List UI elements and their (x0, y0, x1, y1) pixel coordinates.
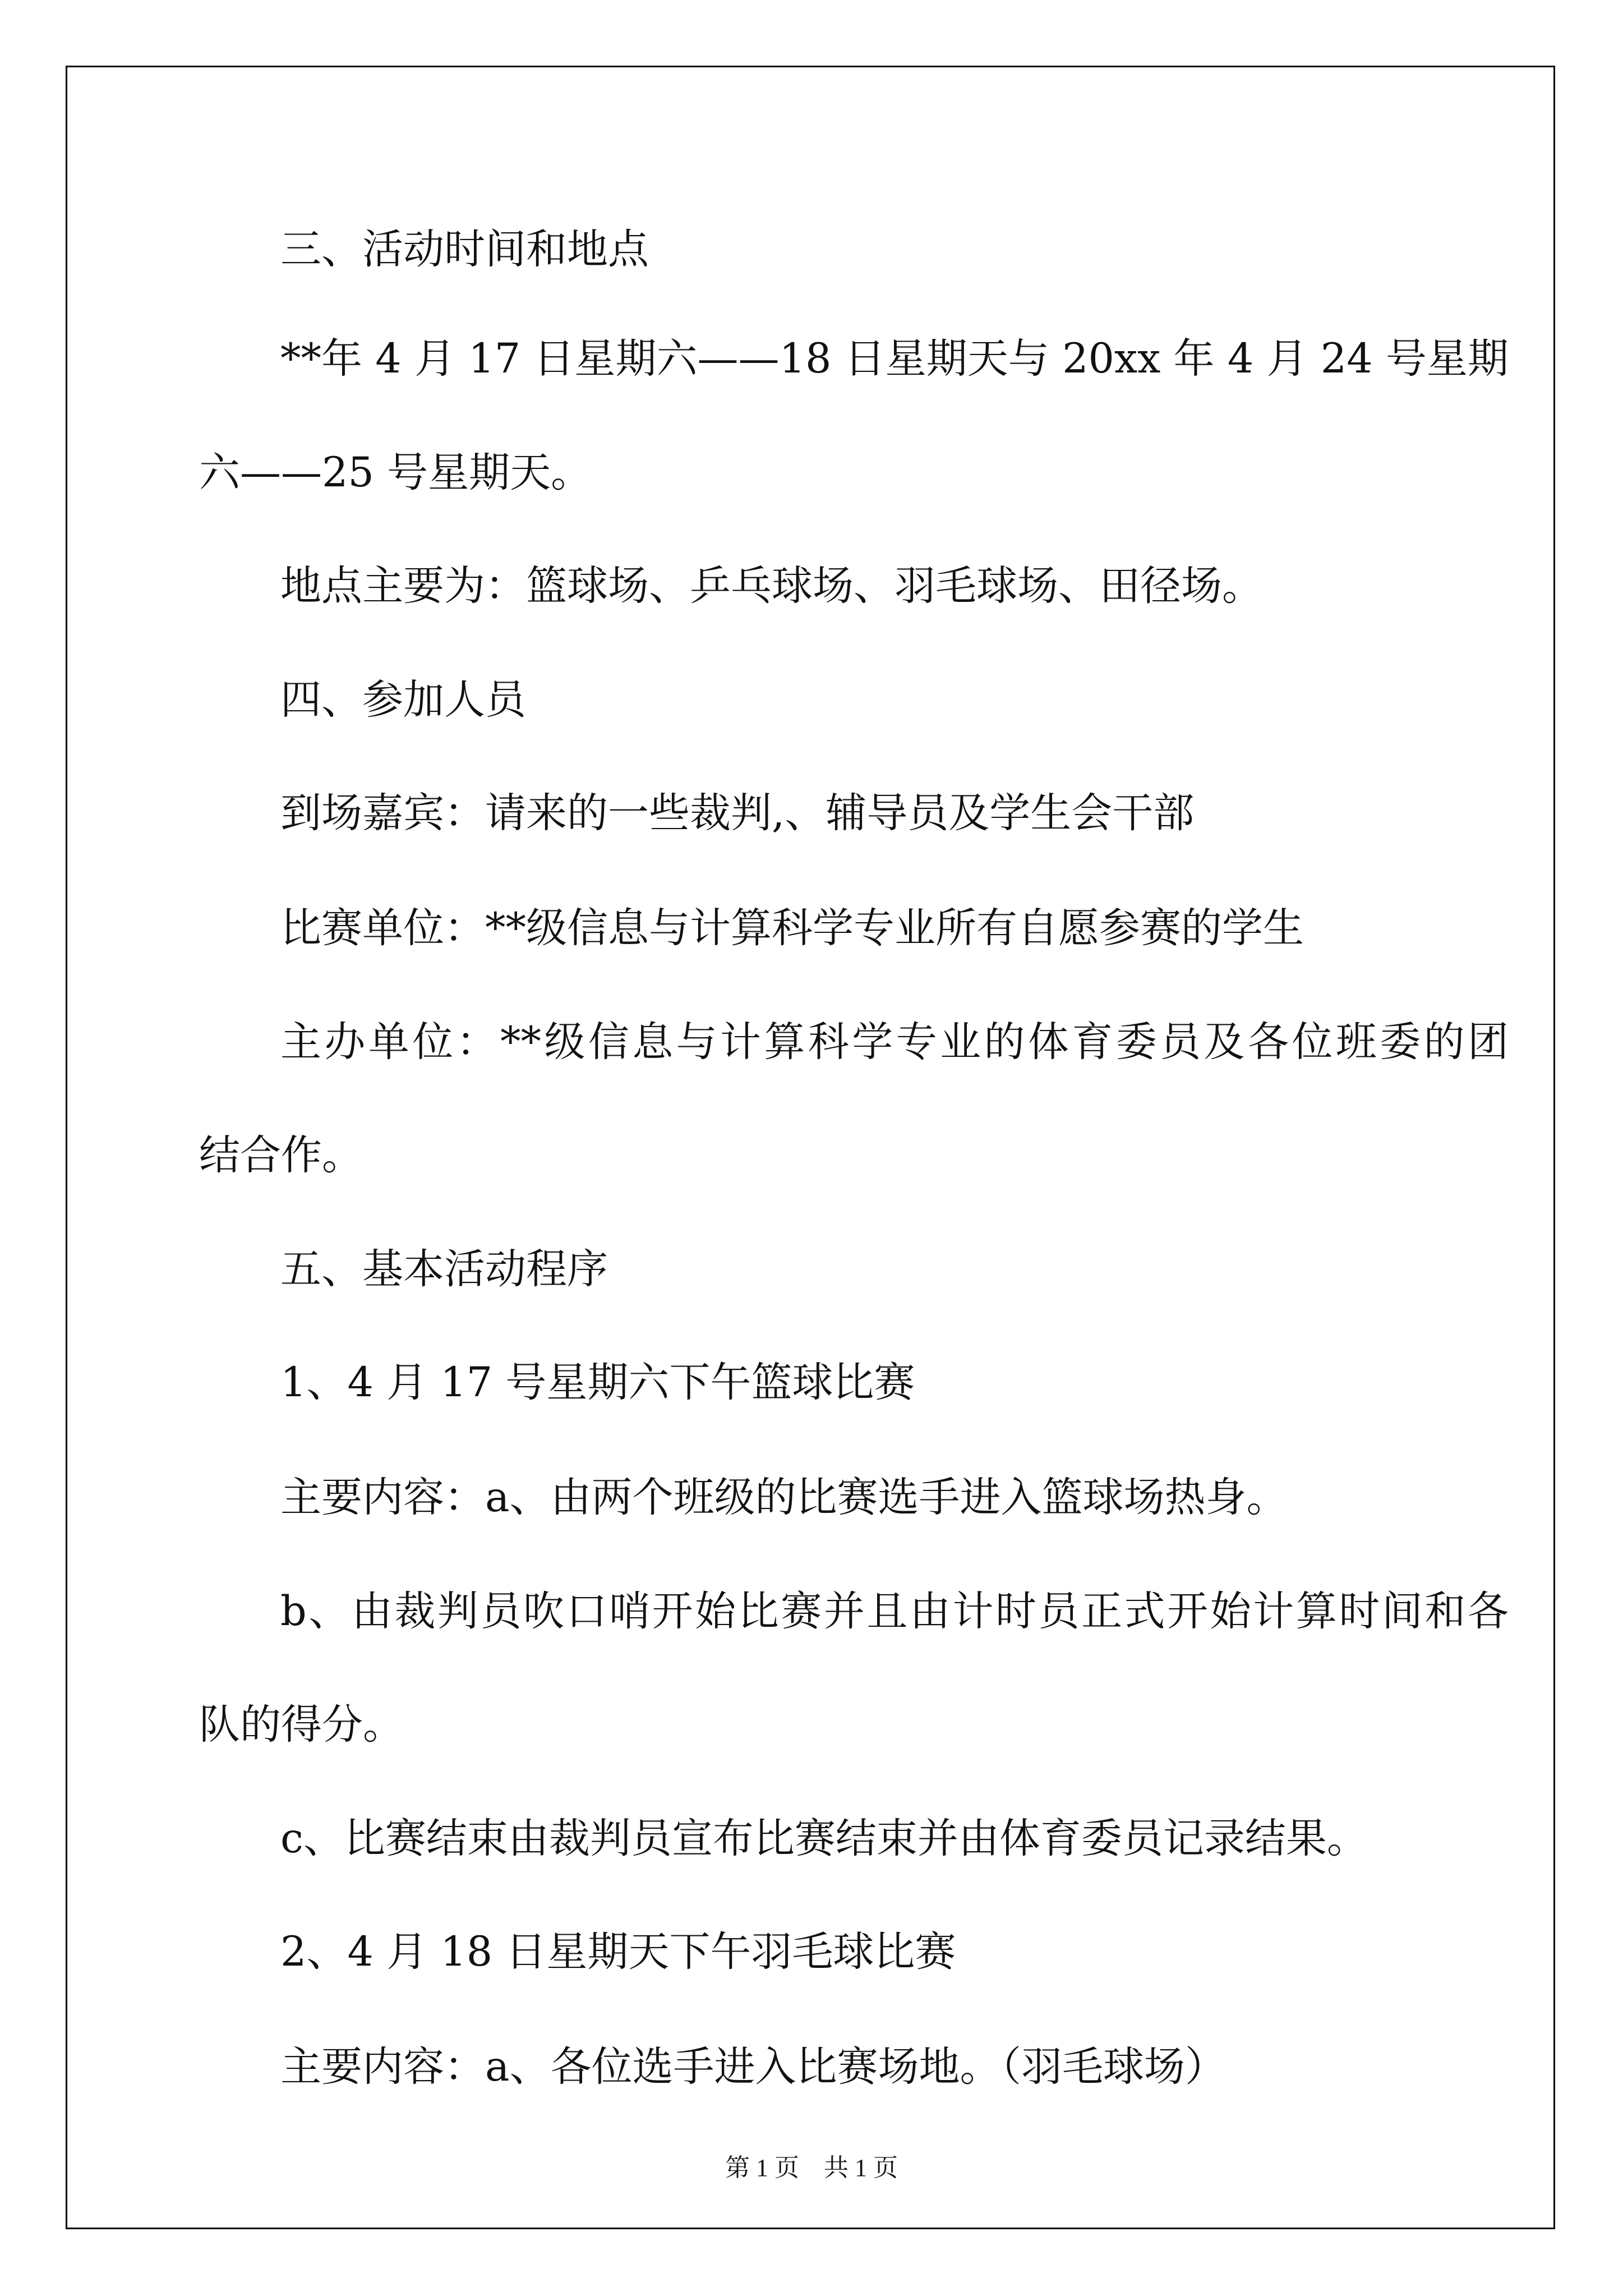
item-badminton-match: 2、4 月 18 日星期天下午羽毛球比赛 (280, 1928, 956, 1976)
section-heading-time-place: 三、活动时间和地点 (280, 226, 649, 273)
paragraph-badminton-a: 主要内容：a、各位选手进入比赛场地。（羽毛球场） (280, 2043, 1227, 2091)
section-heading-procedure: 五、基本活动程序 (280, 1245, 608, 1293)
item-basketball-match: 1、4 月 17 号星期六下午篮球比赛 (280, 1359, 915, 1406)
paragraph-organizers-continued: 结合作。 (199, 1131, 363, 1179)
paragraph-dates: **年 4 月 17 日星期六——18 日星期天与 20xx 年 4 月 24 号星期 (280, 335, 1509, 383)
page-number-footer: 第 1 页 共 1 页 (725, 2154, 898, 2182)
paragraph-venues: 地点主要为：篮球场、乒乓球场、羽毛球场、田径场。 (280, 562, 1263, 610)
paragraph-basketball-b: b、由裁判员吹口哨开始比赛并且由计时员正式开始计算时间和各 (280, 1588, 1509, 1635)
paragraph-basketball-b-continued: 队的得分。 (199, 1701, 404, 1749)
paragraph-guests: 到场嘉宾：请来的一些裁判,、辅导员及学生会干部 (280, 789, 1195, 837)
paragraph-basketball-c: c、比赛结束由裁判员宣布比赛结束并由体育委员记录结果。 (280, 1815, 1368, 1862)
paragraph-dates-continued: 六——25 号星期天。 (199, 449, 592, 496)
section-heading-participants: 四、参加人员 (280, 676, 526, 724)
paragraph-organizers: 主办单位：**级信息与计算科学专业的体育委员及各位班委的团 (280, 1018, 1509, 1066)
paragraph-basketball-a: 主要内容：a、由两个班级的比赛选手进入篮球场热身。 (280, 1474, 1288, 1521)
paragraph-competing-units: 比赛单位：**级信息与计算科学专业所有自愿参赛的学生 (280, 904, 1304, 952)
